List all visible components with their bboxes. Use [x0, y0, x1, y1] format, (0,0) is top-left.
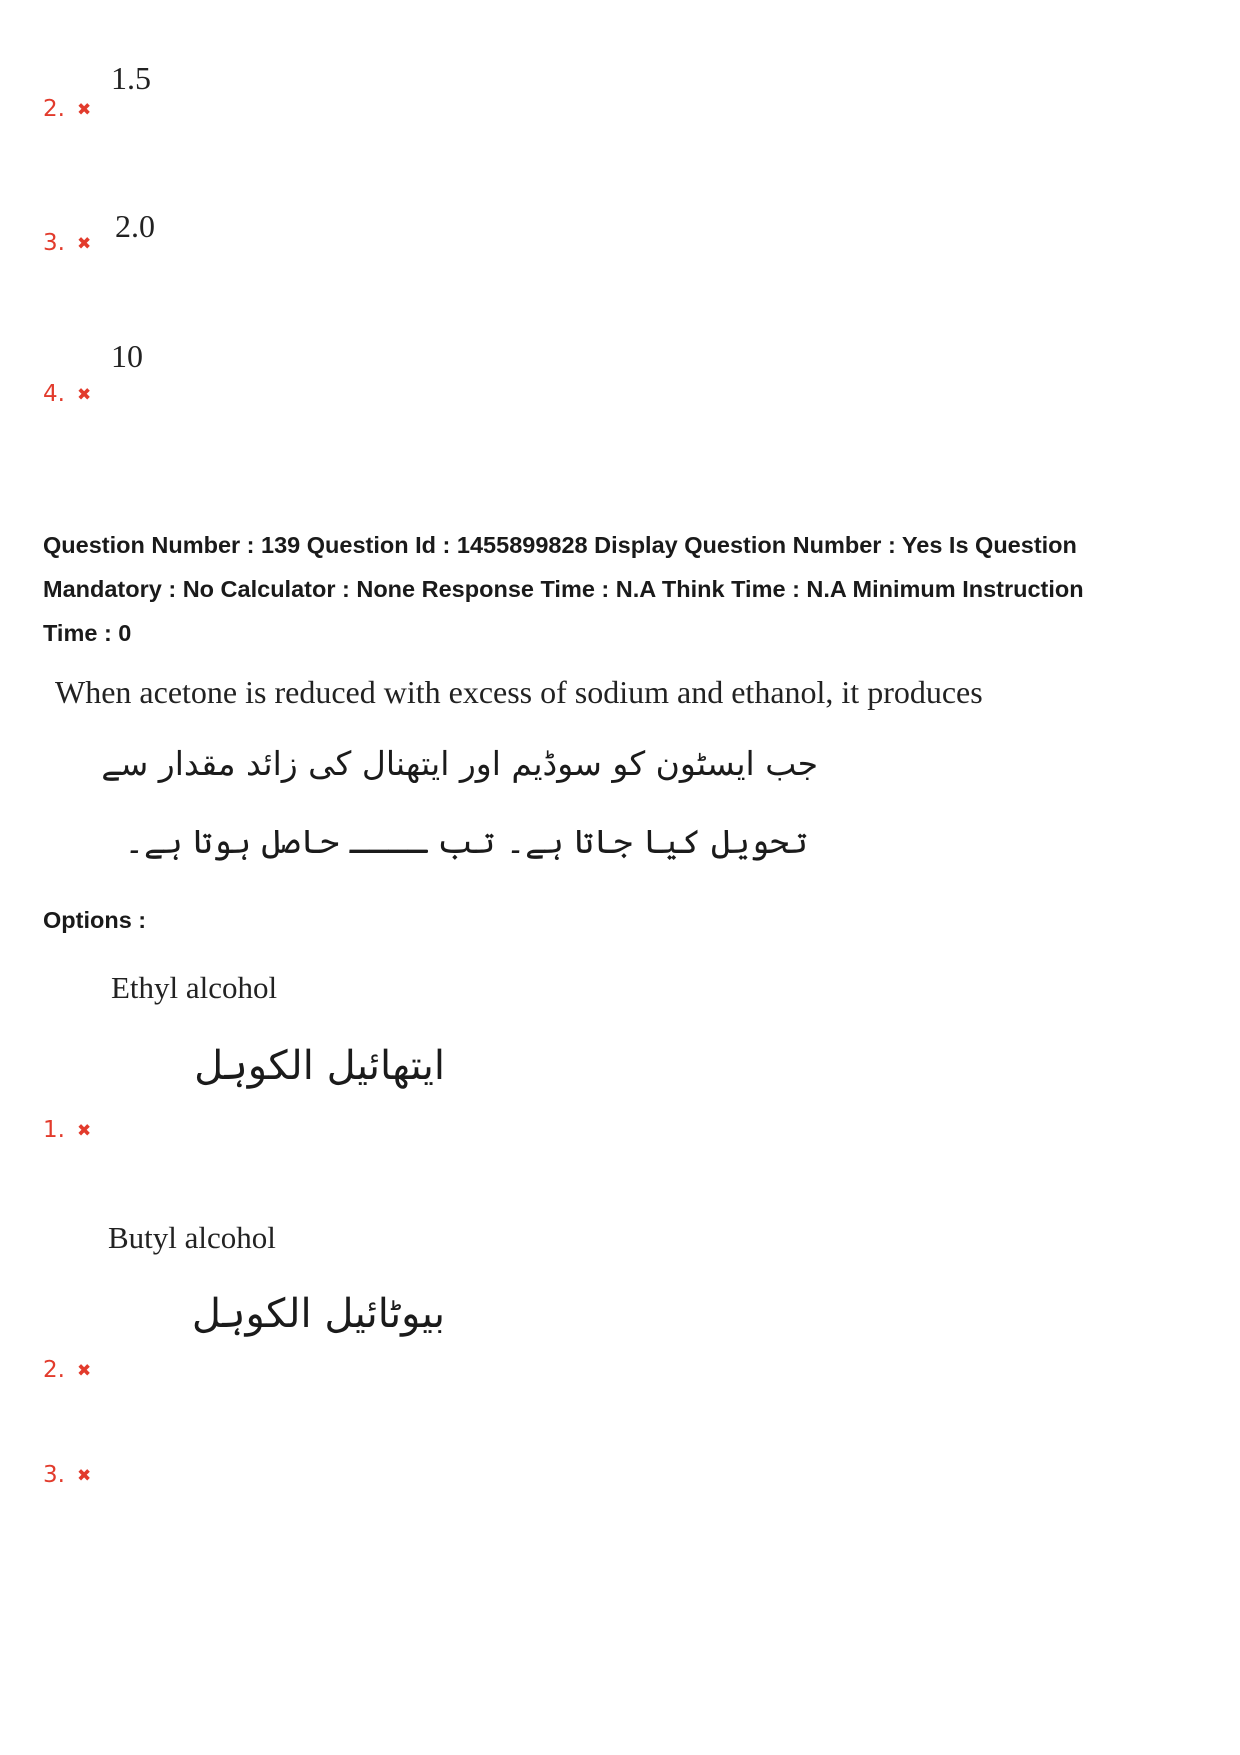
cross-icon: ✖	[76, 234, 92, 254]
question-stem-urdu: جب ایسٹون کو سوڈیم اور ایتھنال کی زائد مقدار سے	[101, 744, 818, 783]
option-number-label: 3.	[43, 1462, 65, 1488]
option-number-label: 2.	[43, 1357, 65, 1383]
option-value-image: 10	[111, 338, 143, 374]
cross-icon: ✖	[76, 1361, 92, 1381]
option-number-label: 4.	[43, 381, 65, 407]
option-number	[43, 228, 91, 258]
option-number	[43, 379, 91, 409]
question-stem-english: When acetone is reduced with excess of sodium and ethanol, it produces	[55, 674, 983, 710]
option-number	[43, 1115, 91, 1145]
cross-icon: ✖	[76, 1121, 92, 1141]
option-urdu-text: ایتھائیل الکوہل	[194, 1043, 445, 1089]
option-value-image: 2.0	[115, 208, 155, 244]
option-english-text: Butyl alcohol	[108, 1220, 276, 1255]
option-number-label: 2.	[43, 96, 65, 122]
option-value-image: 1.5	[111, 60, 151, 96]
cross-icon: ✖	[76, 385, 92, 405]
question-meta-line: Mandatory : No Calculator : None Response Time : N.A Think Time : N.A Minimum Instruction	[43, 576, 1084, 602]
options-label: Options :	[43, 907, 147, 933]
option-number	[43, 1355, 91, 1385]
option-number	[43, 1460, 91, 1490]
option-number	[43, 94, 91, 124]
question-meta-line: Time : 0	[43, 620, 132, 646]
option-number-label: 3.	[43, 230, 65, 256]
option-urdu-text: بیوٹائیل الکوہل	[191, 1291, 445, 1337]
option-number-label: 1.	[43, 1117, 65, 1143]
question-stem-urdu: تحویل کیا جاتا ہے۔ تب ــــ حاصل ہوتا ہے۔	[124, 822, 808, 861]
cross-icon: ✖	[76, 1466, 92, 1486]
option-english-text: Ethyl alcohol	[111, 970, 278, 1005]
question-meta-line: Question Number : 139 Question Id : 1455899828 Display Question Number : Yes Is Question	[43, 532, 1077, 558]
cross-icon: ✖	[76, 100, 92, 120]
